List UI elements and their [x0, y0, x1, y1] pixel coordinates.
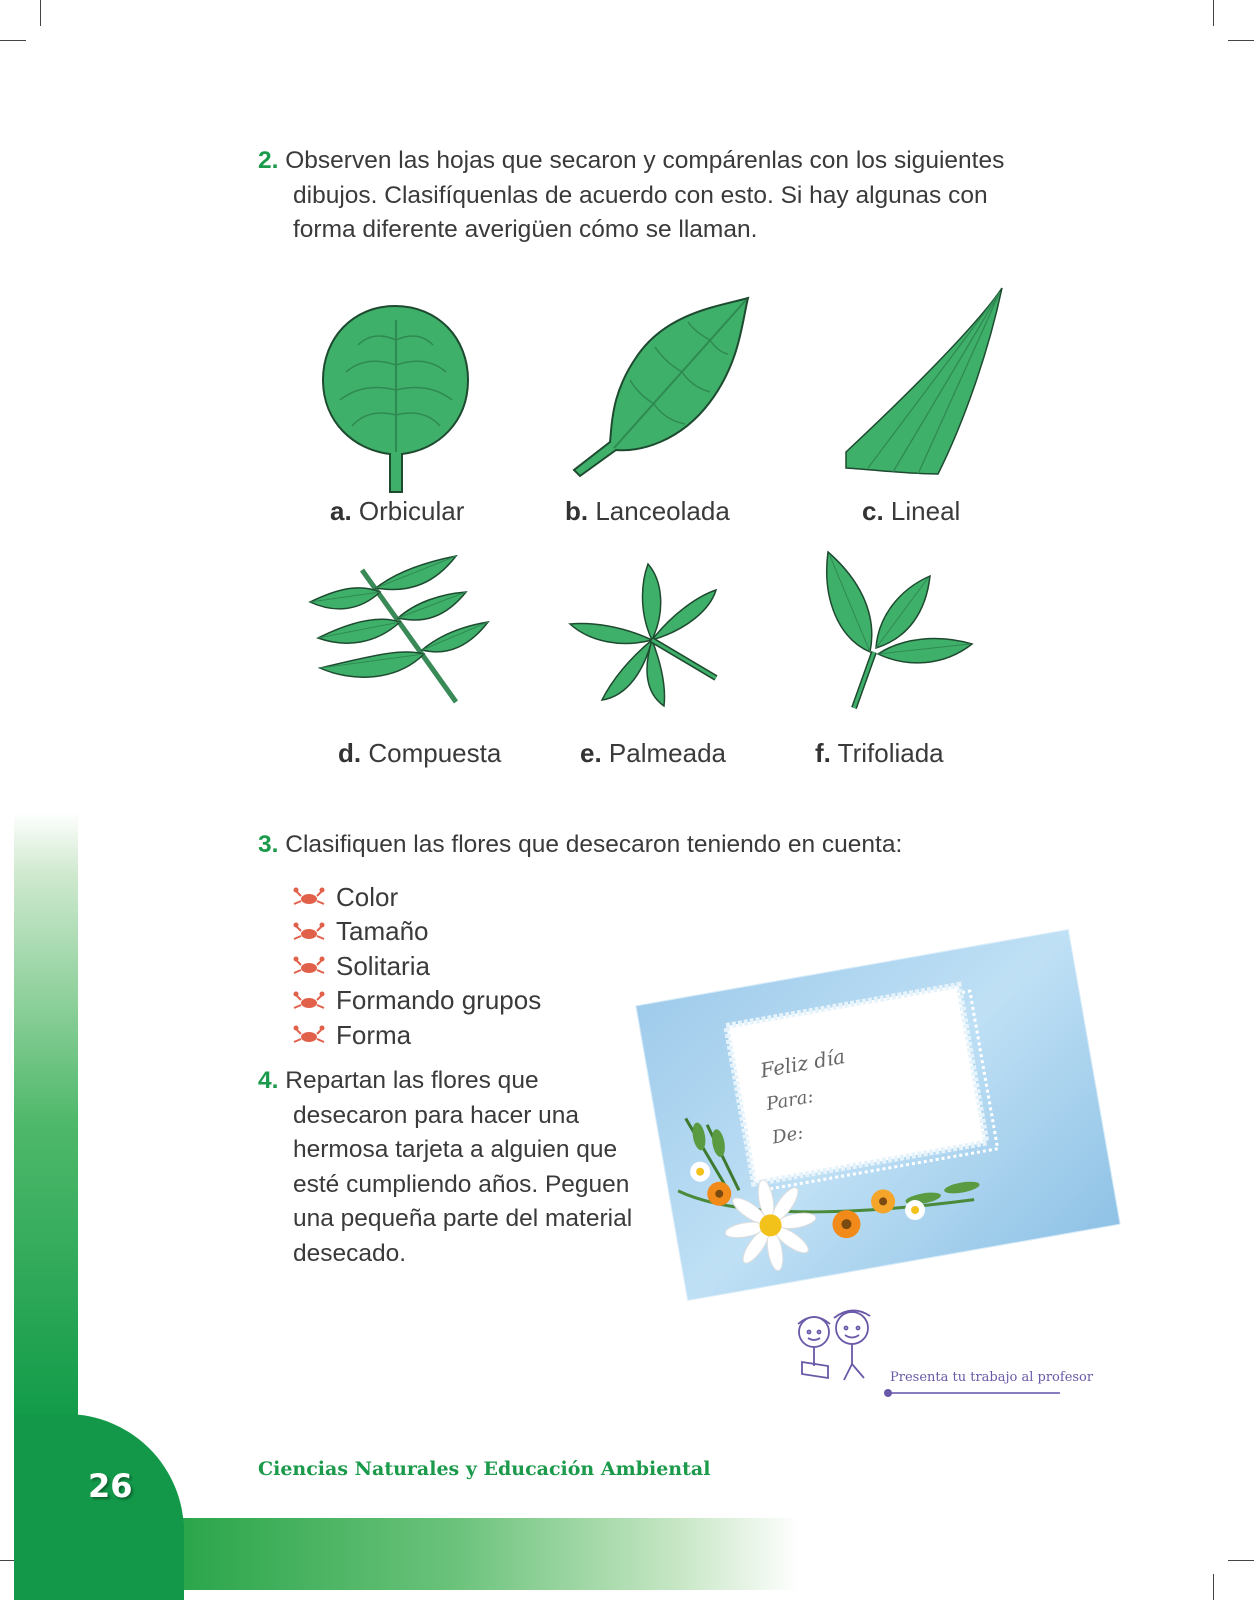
list-item-label: Forma [336, 1019, 412, 1050]
caption-palmeada: e. Palmeada [580, 738, 726, 768]
section-2-line-1: Observen las hojas que secaron y compárenlas con los siguientes [285, 147, 1005, 174]
section-3-number: 3. [258, 831, 279, 858]
crab-bullet-icon [292, 886, 326, 908]
crop-mark [0, 40, 26, 41]
section-3-line: Clasifiquen las flores que desecaron teniendo en cuenta: [285, 831, 903, 858]
section-2-number: 2. [258, 147, 279, 174]
present-work-underline [890, 1392, 1060, 1394]
crab-bullet-icon [292, 921, 326, 943]
section-4-line-3: hermosa tarjeta a alguien que [293, 1136, 618, 1163]
crop-mark [1213, 0, 1214, 26]
list-item [292, 984, 541, 1019]
linear-leaf-illustration [838, 284, 1008, 484]
crop-mark [1228, 40, 1254, 41]
page-corner-tab [14, 1414, 184, 1600]
section-4-number: 4. [258, 1067, 279, 1094]
side-green-bar [14, 812, 78, 1432]
section-4-line-5: una pequeña parte del material [293, 1205, 633, 1232]
section-4-text [258, 1064, 632, 1271]
list-item [292, 880, 541, 915]
page-number: 26 [88, 1467, 133, 1505]
present-work-note: Presenta tu trabajo al profesor [890, 1370, 1094, 1385]
card-greeting: Feliz día [758, 1044, 847, 1083]
section-3-text [258, 828, 902, 863]
caption-orbicular: a. Orbicular [330, 496, 465, 526]
present-work-dot [884, 1389, 892, 1397]
children-reading-illustration [788, 1306, 888, 1386]
caption-lineal: c. Lineal [862, 496, 961, 526]
section-4-line-2: desecaron para hacer una [293, 1101, 580, 1129]
crop-mark [1213, 1574, 1214, 1600]
orbicular-leaf-illustration [318, 300, 473, 500]
card-from-label: De: [770, 1122, 805, 1149]
palmate-leaf-illustration [566, 562, 726, 707]
section-2-line-2: dibujos. Clasifíquenlas de acuerdo con esto. Si hay algunas con [293, 181, 988, 209]
list-item-label: Solitaria [336, 950, 430, 981]
crop-mark [40, 0, 41, 26]
card-artwork [635, 929, 1120, 1301]
section-4-line-1: Repartan las flores que [285, 1067, 539, 1094]
lanceolate-leaf-illustration [570, 292, 755, 482]
trifoliate-leaf-illustration [818, 548, 978, 713]
list-item-label: Color [336, 881, 399, 912]
birthday-card-illustration [635, 929, 1120, 1301]
list-item-label: Formando grupos [336, 985, 542, 1016]
caption-compuesta: d. Compuesta [338, 738, 502, 768]
compound-leaf-illustration [306, 552, 496, 717]
caption-lanceolada: b. Lanceolada [565, 496, 730, 526]
crab-bullet-icon [292, 1024, 326, 1046]
list-item-label: Tamaño [336, 916, 429, 947]
crop-mark [1228, 1560, 1254, 1561]
section-2-text [258, 144, 1004, 248]
section-2-line-3: forma diferente averigüen cómo se llaman. [293, 216, 758, 243]
crab-bullet-icon [292, 990, 326, 1012]
caption-trifoliada: f. Trifoliada [815, 738, 944, 768]
list-item [292, 1018, 541, 1053]
list-item [292, 915, 541, 950]
card-to-label: Para: [764, 1086, 816, 1116]
list-item [292, 949, 541, 984]
bottom-green-bar [180, 1518, 800, 1590]
book-title: Ciencias Naturales y Educación Ambiental [258, 1458, 711, 1480]
section-4-line-6: desecado. [293, 1239, 407, 1267]
crab-bullet-icon [292, 955, 326, 977]
section-4-line-4: esté cumpliendo años. Peguen [293, 1170, 630, 1198]
flower-criteria-list [292, 880, 541, 1053]
